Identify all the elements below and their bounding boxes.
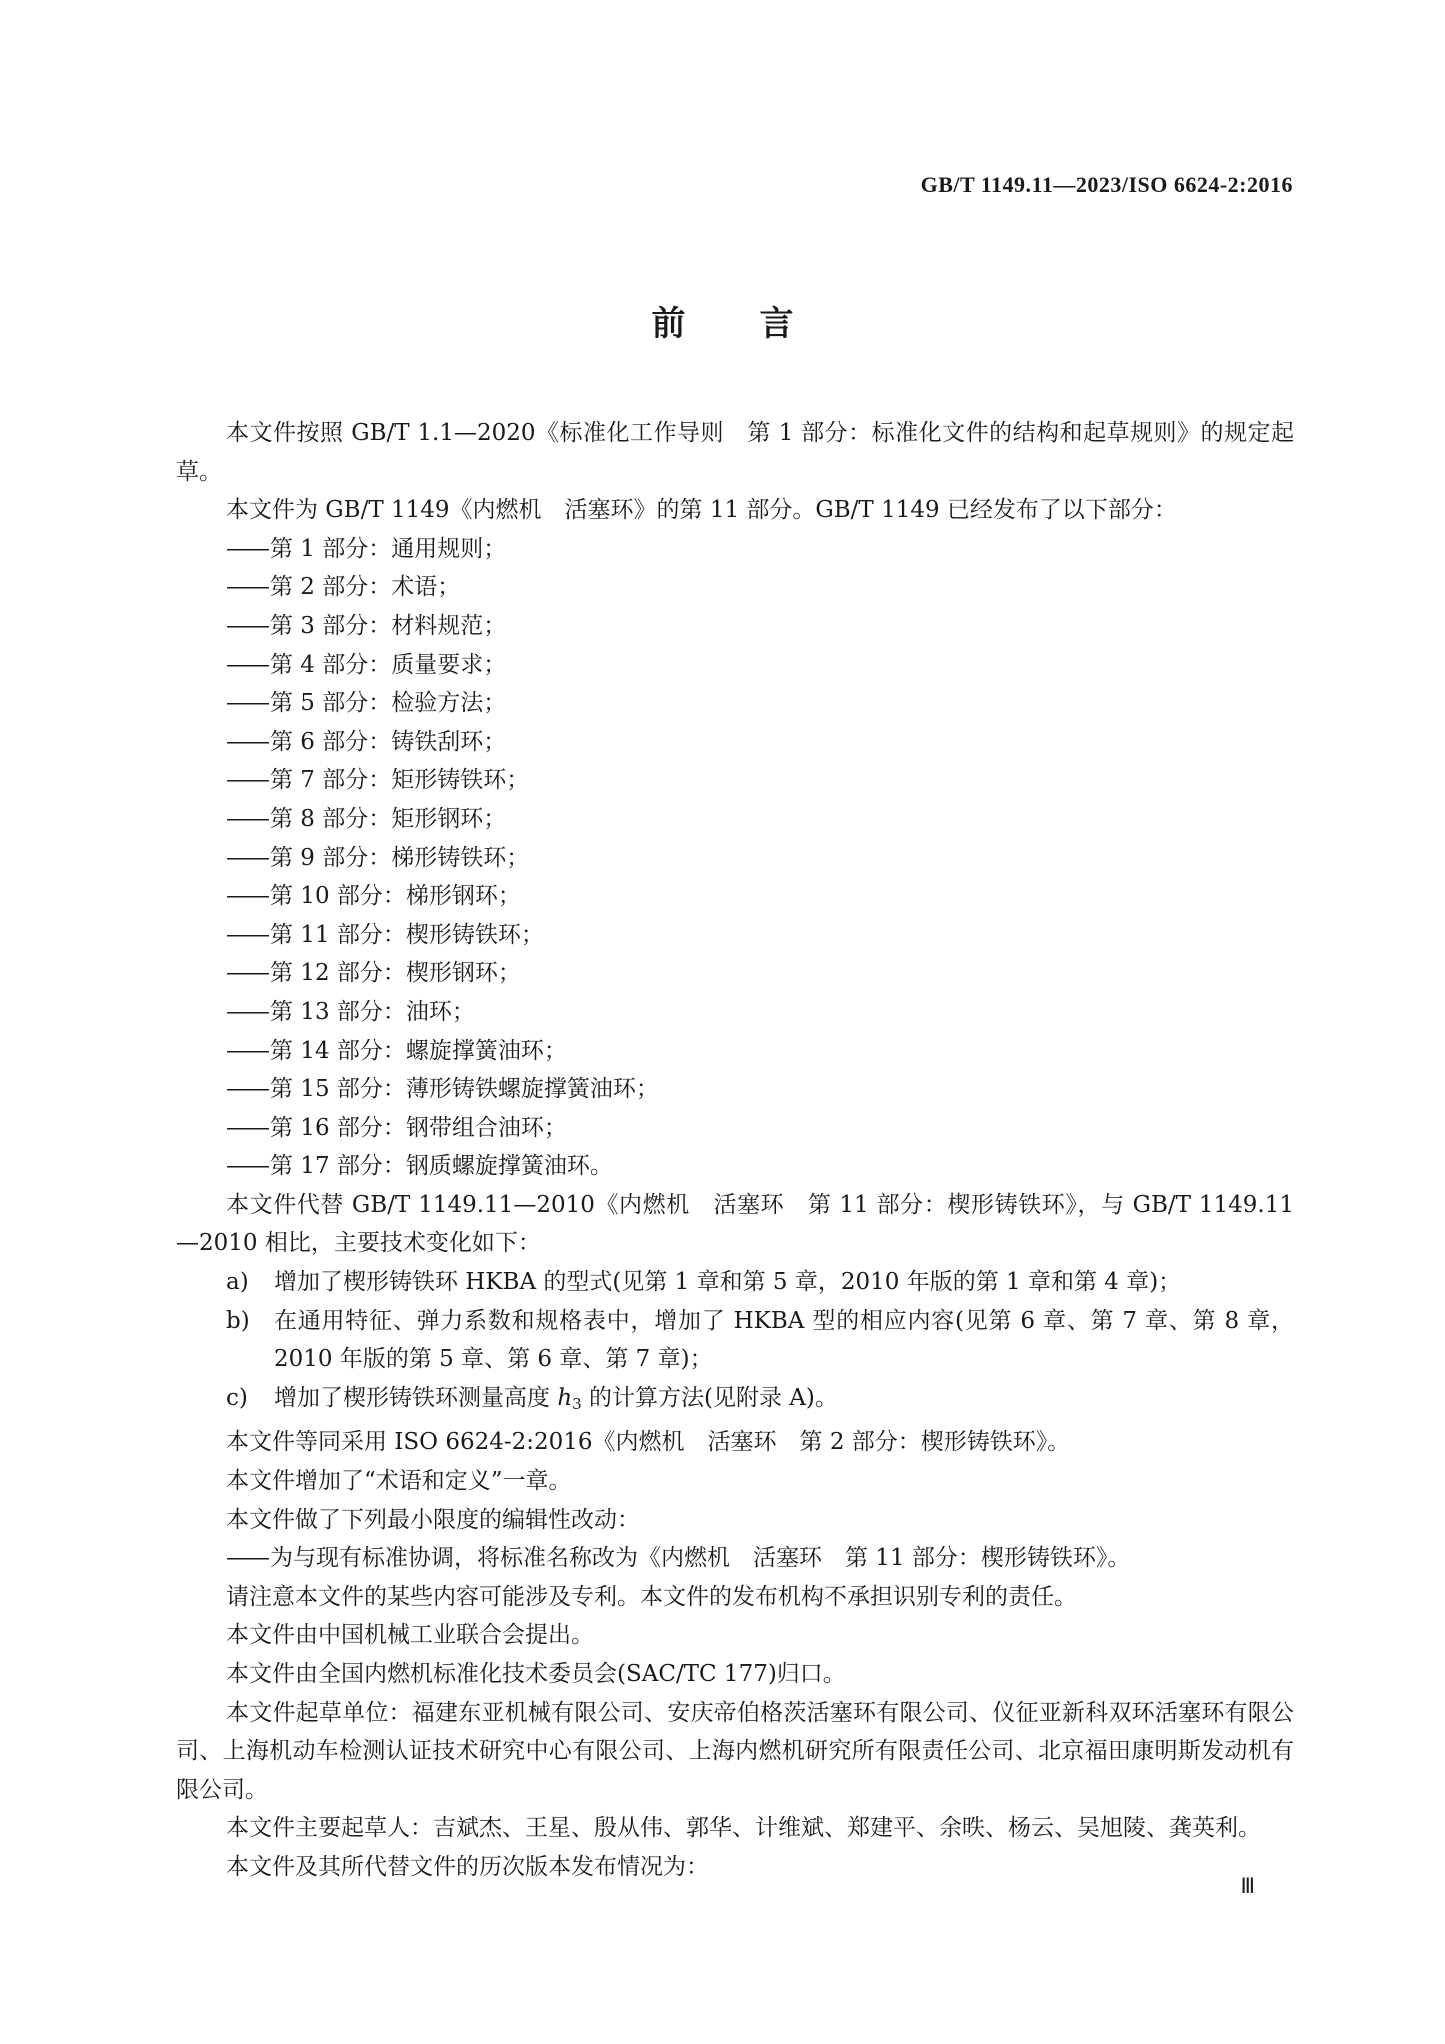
parts-list-item xyxy=(176,568,1294,607)
dash-mark: —— xyxy=(226,1153,268,1180)
parts-list-item-text: 第 5 部分：检验方法； xyxy=(270,690,507,717)
page-title: 前言 xyxy=(651,304,868,344)
change-item xyxy=(176,1379,1294,1424)
parts-list-item-text: 第 2 部分：术语； xyxy=(270,574,461,601)
symbol-h: h xyxy=(557,1384,573,1411)
dash-mark: —— xyxy=(226,960,268,987)
parts-list-item xyxy=(176,916,1294,955)
parts-list-item-text: 第 16 部分：钢带组合油环； xyxy=(270,1114,567,1141)
change-label: a) xyxy=(226,1269,249,1296)
change-text: 在通用特征、弹力系数和规格表中，增加了 HKBA 型的相应内容(见第 6 章、第 7 章、第 8 章，2010 年版的第 5 章、第 6 章、第 7 章)； xyxy=(274,1307,1294,1373)
parts-list-item-text: 第 1 部分：通用规则； xyxy=(270,535,507,562)
editorial-item-text: 为与现有标准协调，将标准名称改为《内燃机 活塞环 第 11 部分：楔形铸铁环》。 xyxy=(270,1545,1131,1572)
dash-mark: —— xyxy=(226,728,268,755)
paragraph-proposed-by: 本文件由中国机械工业联合会提出。 xyxy=(226,1622,594,1649)
paragraph-adoption: 本文件等同采用 ISO 6624-2:2016《内燃机 活塞环 第 2 部分：楔形铸铁环》。 xyxy=(226,1429,1071,1456)
parts-list-item xyxy=(176,607,1294,646)
change-label: b) xyxy=(226,1307,250,1334)
paragraph-editorial-intro: 本文件做了下列最小限度的编辑性改动： xyxy=(226,1506,640,1533)
parts-list-item xyxy=(176,684,1294,723)
parts-list-item-text: 第 17 部分：钢质螺旋撑簧油环。 xyxy=(270,1153,613,1180)
parts-list-item xyxy=(176,954,1294,993)
parts-list-item xyxy=(176,877,1294,916)
parts-list-item-text: 第 8 部分：矩形钢环； xyxy=(270,805,507,832)
dash-mark: —— xyxy=(226,921,268,948)
change-label: c) xyxy=(226,1384,248,1411)
paragraph-series-intro: 本文件为 GB/T 1149《内燃机 活塞环》的第 11 部分。GB/T 1149 已经发布了以下部分： xyxy=(226,497,1177,524)
change-text: 增加了楔形铸铁环 HKBA 的型式(见第 1 章和第 5 章，2010 年版的第 1 章和第 4 章)； xyxy=(274,1269,1182,1296)
document-body xyxy=(176,414,1294,1887)
dash-mark: —— xyxy=(226,1037,268,1064)
parts-list-item xyxy=(176,1032,1294,1071)
parts-list-item-text: 第 13 部分：油环； xyxy=(270,998,475,1025)
dash-mark: —— xyxy=(226,612,268,639)
parts-list-item xyxy=(176,839,1294,878)
parts-list-item-text: 第 6 部分：铸铁刮环； xyxy=(270,728,507,755)
paragraph-drafters: 本文件主要起草人：吉斌杰、王星、殷从伟、郭华、计维斌、郑建平、余昳、杨云、吴旭陵、龚英利。 xyxy=(226,1815,1261,1842)
parts-list-item xyxy=(176,800,1294,839)
dash-mark: —— xyxy=(226,805,268,832)
paragraph-patent-notice: 请注意本文件的某些内容可能涉及专利。本文件的发布机构不承担识别专利的责任。 xyxy=(226,1583,1077,1610)
parts-list-item-text: 第 14 部分：螺旋撑簧油环； xyxy=(270,1037,567,1064)
change-item xyxy=(176,1302,1294,1379)
dash-mark: —— xyxy=(226,690,268,717)
dash-mark: —— xyxy=(226,767,268,794)
dash-mark: —— xyxy=(226,574,268,601)
paragraph-replaces: 本文件代替 GB/T 1149.11—2010《内燃机 活塞环 第 11 部分：楔形铸铁环》，与 GB/T 1149.11—2010 相比，主要技术变化如下： xyxy=(176,1191,1294,1257)
parts-list-item-text: 第 15 部分：薄形铸铁螺旋撑簧油环； xyxy=(270,1076,659,1103)
parts-list-item xyxy=(176,761,1294,800)
standard-code: GB/T 1149.11—2023/ISO 6624-2:2016 xyxy=(920,172,1293,197)
parts-list-item-text: 第 7 部分：矩形铸铁环； xyxy=(270,767,530,794)
paragraph-history-intro: 本文件及其所代替文件的历次版本发布情况为： xyxy=(226,1853,709,1880)
parts-list-item xyxy=(176,1109,1294,1148)
parts-list-item xyxy=(176,1147,1294,1186)
dash-mark: —— xyxy=(226,535,268,562)
dash-mark: —— xyxy=(226,651,268,678)
symbol-subscript: 3 xyxy=(572,1394,582,1413)
change-item xyxy=(176,1263,1294,1302)
parts-list-item-text: 第 3 部分：材料规范； xyxy=(270,612,507,639)
dash-mark: —— xyxy=(226,844,268,871)
change-text-before: 增加了楔形铸铁环测量高度 xyxy=(274,1384,558,1411)
parts-list-item-text: 第 9 部分：梯形铸铁环； xyxy=(270,844,530,871)
parts-list-item xyxy=(176,530,1294,569)
parts-list-item-text: 第 4 部分：质量要求； xyxy=(270,651,507,678)
dash-mark: —— xyxy=(226,1076,268,1103)
editorial-item xyxy=(176,1539,1294,1578)
dash-mark: —— xyxy=(226,998,268,1025)
page-number: Ⅲ xyxy=(1240,1874,1255,1898)
dash-mark: —— xyxy=(226,1545,268,1572)
paragraph-added-chapter: 本文件增加了“术语和定义”一章。 xyxy=(226,1468,572,1495)
dash-mark: —— xyxy=(226,883,268,910)
parts-list-item-text: 第 11 部分：楔形铸铁环； xyxy=(270,921,544,948)
parts-list-item-text: 第 10 部分：梯形钢环； xyxy=(270,883,521,910)
paragraph-managed-by: 本文件由全国内燃机标准化技术委员会(SAC/TC 177)归口。 xyxy=(226,1661,846,1687)
parts-list-item xyxy=(176,646,1294,685)
parts-list-item xyxy=(176,723,1294,762)
parts-list xyxy=(176,530,1294,1186)
paragraph-drafting-units: 本文件起草单位：福建东亚机械有限公司、安庆帝伯格茨活塞环有限公司、仪征亚新科双环活塞环有限公司、上海机动车检测认证技术研究中心有限公司、上海内燃机研究所有限责任公司、北京福田康明斯发动机有限公司。 xyxy=(176,1699,1294,1803)
parts-list-item xyxy=(176,993,1294,1032)
parts-list-item-text: 第 12 部分：楔形钢环； xyxy=(270,960,521,987)
change-text-after: 的计算方法(见附录 A)。 xyxy=(581,1384,838,1411)
dash-mark: —— xyxy=(226,1114,268,1141)
paragraph-drafting-rules: 本文件按照 GB/T 1.1—2020《标准化工作导则 第 1 部分：标准化文件的结构和起草规则》的规定起草。 xyxy=(176,420,1294,485)
parts-list-item xyxy=(176,1070,1294,1109)
